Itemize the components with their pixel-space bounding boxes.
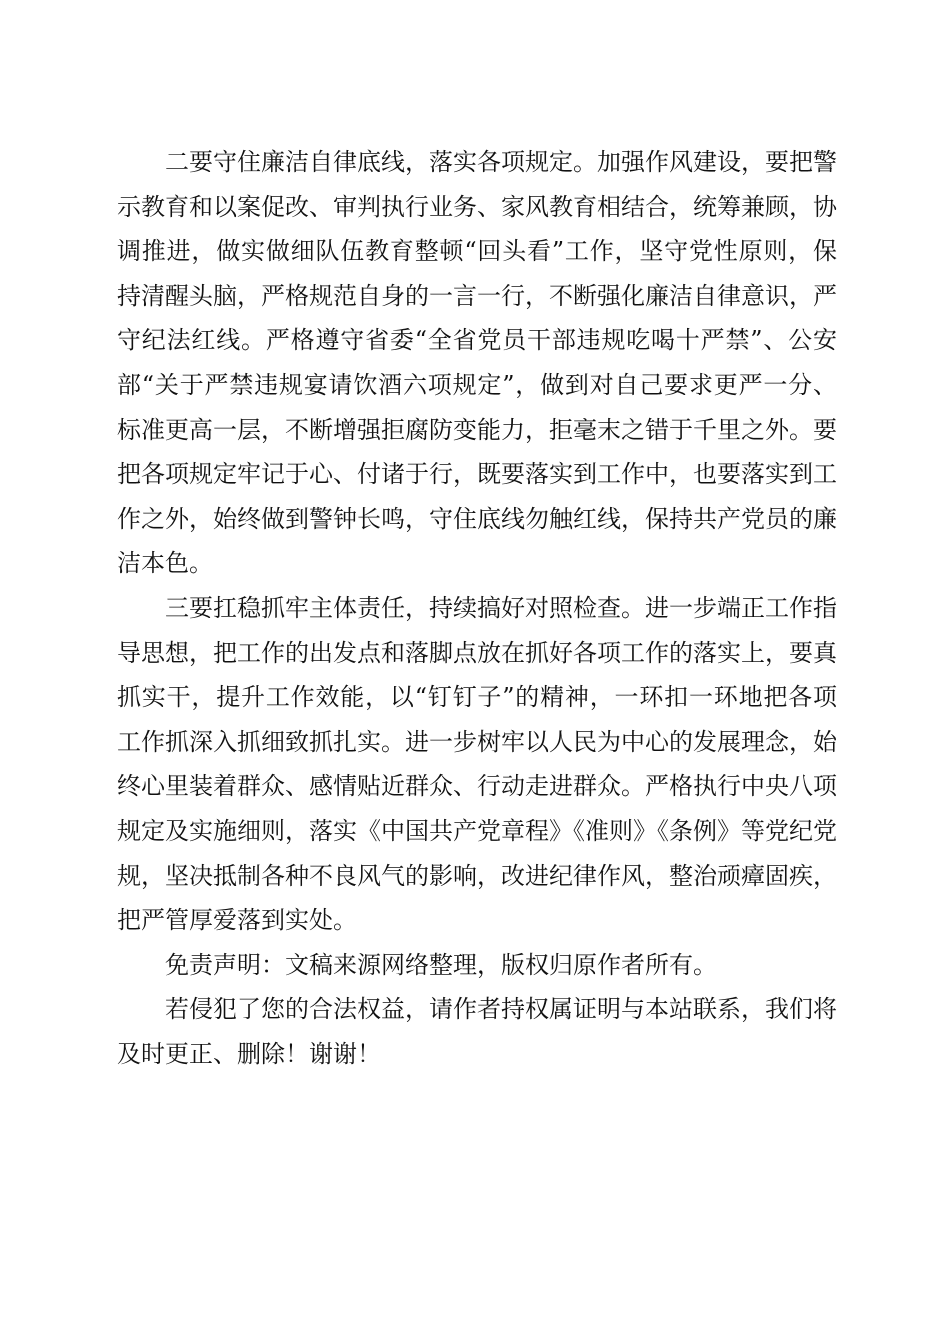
paragraph-3: 三要扛稳抓牢主体责任，持续搞好对照检查。进一步端正工作指导思想，把工作的出发点和落脚点放在抓好各项工作的落实上，要真抓实干，提升工作效能，以“钉钉子”的精神，一环扣一环地把各项工作抓深入抓细致抓扎实。进一步树牢以人民为中心的发展理念，始终心里装着群众、感情贴近群众、行动走进群众。严格执行中央八项规定及实施细则，落实《中国共产党章程》《准则》《条例》等党纪党规，坚决抵制各种不良风气的影响，改进纪律作风，整治顽瘴固疾，把严管厚爱落到实处。: [117, 593, 837, 935]
disclaimer-line-2: 若侵犯了您的合法权益，请作者持权属证明与本站联系，我们将及时更正、删除！谢谢！: [117, 995, 837, 1068]
document-page: [117, 140, 837, 1076]
disclaimer-line-1: 免责声明：文稿来源网络整理，版权归原作者所有。: [165, 950, 717, 979]
paragraph-2: 二要守住廉洁自律底线，落实各项规定。加强作风建设，要把警示教育和以案促改、审判执行业务、家风教育相结合，统筹兼顾，协调推进，做实做细队伍教育整顿“回头看”工作，坚守党性原则，保持清醒头脑，严格规范自身的一言一行，不断强化廉洁自律意识，严守纪法红线。严格遵守省委“全省党员干部违规吃喝十严禁”、公安部“关于严禁违规宴请饮酒六项规定”，做到对自己要求更严一分、标准更高一层，不断增强拒腐防变能力，拒毫末之错于千里之外。要把各项规定牢记于心、付诸于行，既要落实到工作中，也要落实到工作之外，始终做到警钟长鸣，守住底线勿触红线，保持共产党员的廉洁本色。: [117, 148, 837, 578]
